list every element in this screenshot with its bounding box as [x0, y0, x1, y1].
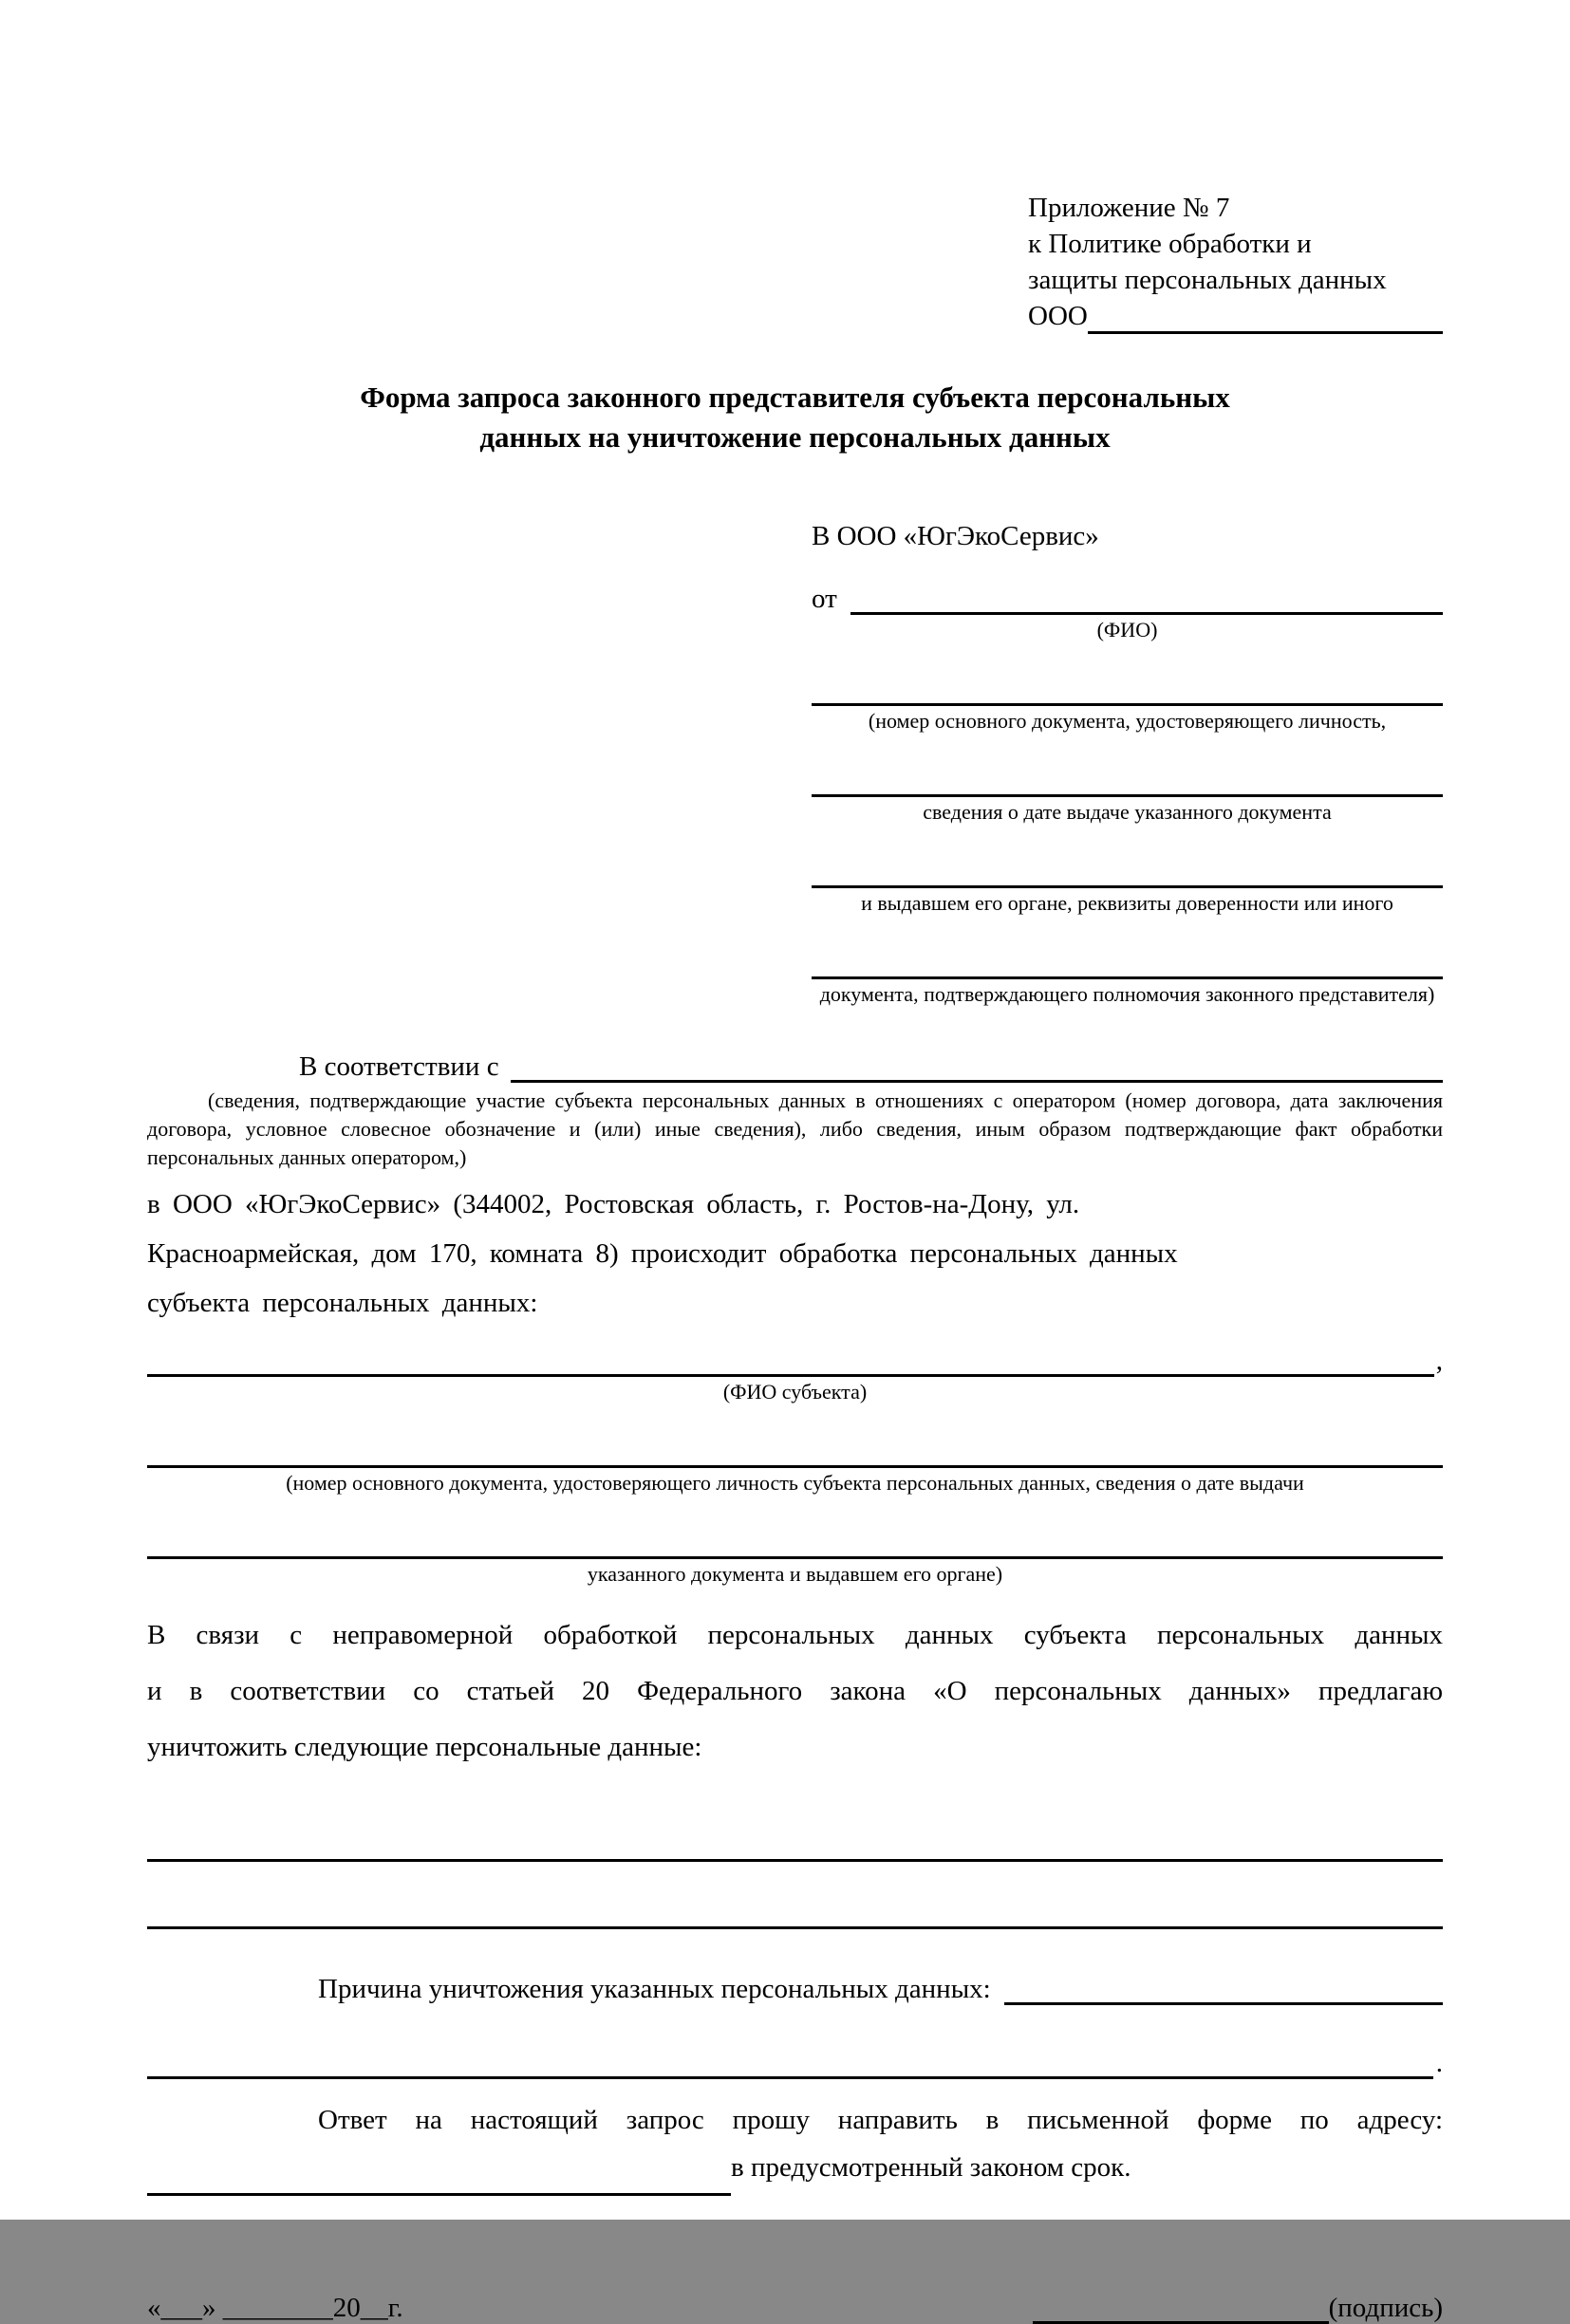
appendix-ooo-row	[1028, 298, 1443, 334]
signature-blank-line	[1033, 2287, 1329, 2324]
blank-line	[812, 939, 1443, 979]
blank-line	[812, 665, 1443, 706]
reason-blank-line	[1004, 2002, 1443, 2005]
blank-line	[147, 1887, 1443, 1929]
appendix-line: к Политике обработки и	[1028, 229, 1312, 259]
from-row	[812, 579, 1443, 615]
ooo-label: ООО	[1028, 301, 1088, 331]
page-title-line: данных на уничтожение персональных данных	[479, 420, 1111, 454]
trailing-comma: ,	[1435, 1346, 1443, 1376]
destroy-line: и в соответствии со статьей 20 Федерального закона «О персональных данных» предлагаю	[147, 1676, 1443, 1706]
response-paragraph	[147, 2092, 1443, 2196]
operator-paragraph	[147, 1180, 1443, 1328]
appendix-block	[1028, 190, 1443, 334]
blank-line	[812, 847, 1443, 888]
destroy-line: В связи с неправомерной обработкой персональных данных субъекта персональных данных	[147, 1620, 1443, 1650]
signature-group	[1033, 2287, 1443, 2324]
caption-subject-fio: (ФИО субъекта)	[722, 1380, 868, 1404]
addressee-to: В ООО «ЮгЭкоСервис»	[812, 521, 1099, 551]
destroy-paragraph	[147, 1608, 1443, 1776]
operator-line: Красноармейская, дом 170, комната 8) происходит обработка персональных данных	[147, 1238, 1178, 1269]
caption-doc1: (номер основного документа, удостоверяющего личность,	[868, 709, 1387, 733]
caption-doc4: документа, подтверждающего полномочия законного представителя)	[819, 982, 1435, 1006]
caption-doc3: и выдавшем его органе, реквизиты доверенности или иного	[861, 891, 1393, 915]
destroy-line: уничтожить следующие персональные данные:	[147, 1732, 702, 1762]
reason-blank-line2	[147, 2076, 1433, 2079]
accordance-row	[147, 1045, 1443, 1083]
from-blank-line	[850, 612, 1443, 615]
operator-line: в ООО «ЮгЭкоСервис» (344002, Ростовская область, г. Ростов-на-Дону, ул.	[147, 1189, 1080, 1219]
accordance-note: (сведения, подтверждающие участие субъекта персональных данных в отношениях с оператором (номер договора, дата заключения договора, условное словесное обозначение и (или) иные сведения), либо сведения, иным образом подтверждающие факт обработки персональных данных оператором,)	[147, 1088, 1443, 1169]
blank-line	[147, 1518, 1443, 1559]
caption-subject-doc2: указанного документа и выдавшем его органе)	[587, 1562, 1003, 1586]
operator-line: субъекта персональных данных:	[147, 1288, 538, 1318]
caption-doc2: сведения о дате выдаче указанного документа	[923, 800, 1332, 824]
ooo-blank-line	[1088, 331, 1443, 334]
subject-fio-row	[147, 1335, 1443, 1377]
page-title	[147, 378, 1443, 457]
accordance-lead: В соответствии с	[299, 1051, 499, 1082]
reason-lead: Причина уничтожения указанных персональных данных:	[318, 1974, 991, 2004]
signature-label: (подпись)	[1328, 2293, 1443, 2323]
caption-subject-doc1: (номер основного документа, удостоверяющего личность субъекта персональных данных, сведения о дате выдачи	[286, 1471, 1304, 1495]
main-body	[147, 1045, 1443, 2324]
accordance-blank-line	[511, 1080, 1443, 1083]
blank-line	[147, 1427, 1443, 1468]
addressee-block	[812, 518, 1443, 1007]
appendix-line: Приложение № 7	[1028, 193, 1230, 223]
from-label: от	[812, 584, 837, 614]
reason-row	[147, 1965, 1443, 2005]
trailing-period: .	[1435, 2048, 1443, 2078]
blank-line	[812, 756, 1443, 797]
reason-continuation-row	[147, 2039, 1443, 2079]
blank-line	[147, 1819, 1443, 1862]
date-line: «___» ________20__г.	[147, 2293, 403, 2323]
appendix-line: защиты персональных данных	[1028, 265, 1387, 295]
caption-fio: (ФИО)	[1096, 618, 1158, 641]
footer-row	[147, 2287, 1443, 2324]
address-blank-line	[147, 2155, 731, 2196]
response-address-row	[147, 2148, 1443, 2196]
subject-fio-blank-line	[147, 1374, 1434, 1377]
response-line: Ответ на настоящий запрос прошу направить в письменной форме по адресу:	[318, 2105, 1443, 2135]
page-title-line: Форма запроса законного представителя субъекта персональных	[360, 381, 1230, 414]
response-tail: в предусмотренный законом срок.	[731, 2152, 1131, 2183]
